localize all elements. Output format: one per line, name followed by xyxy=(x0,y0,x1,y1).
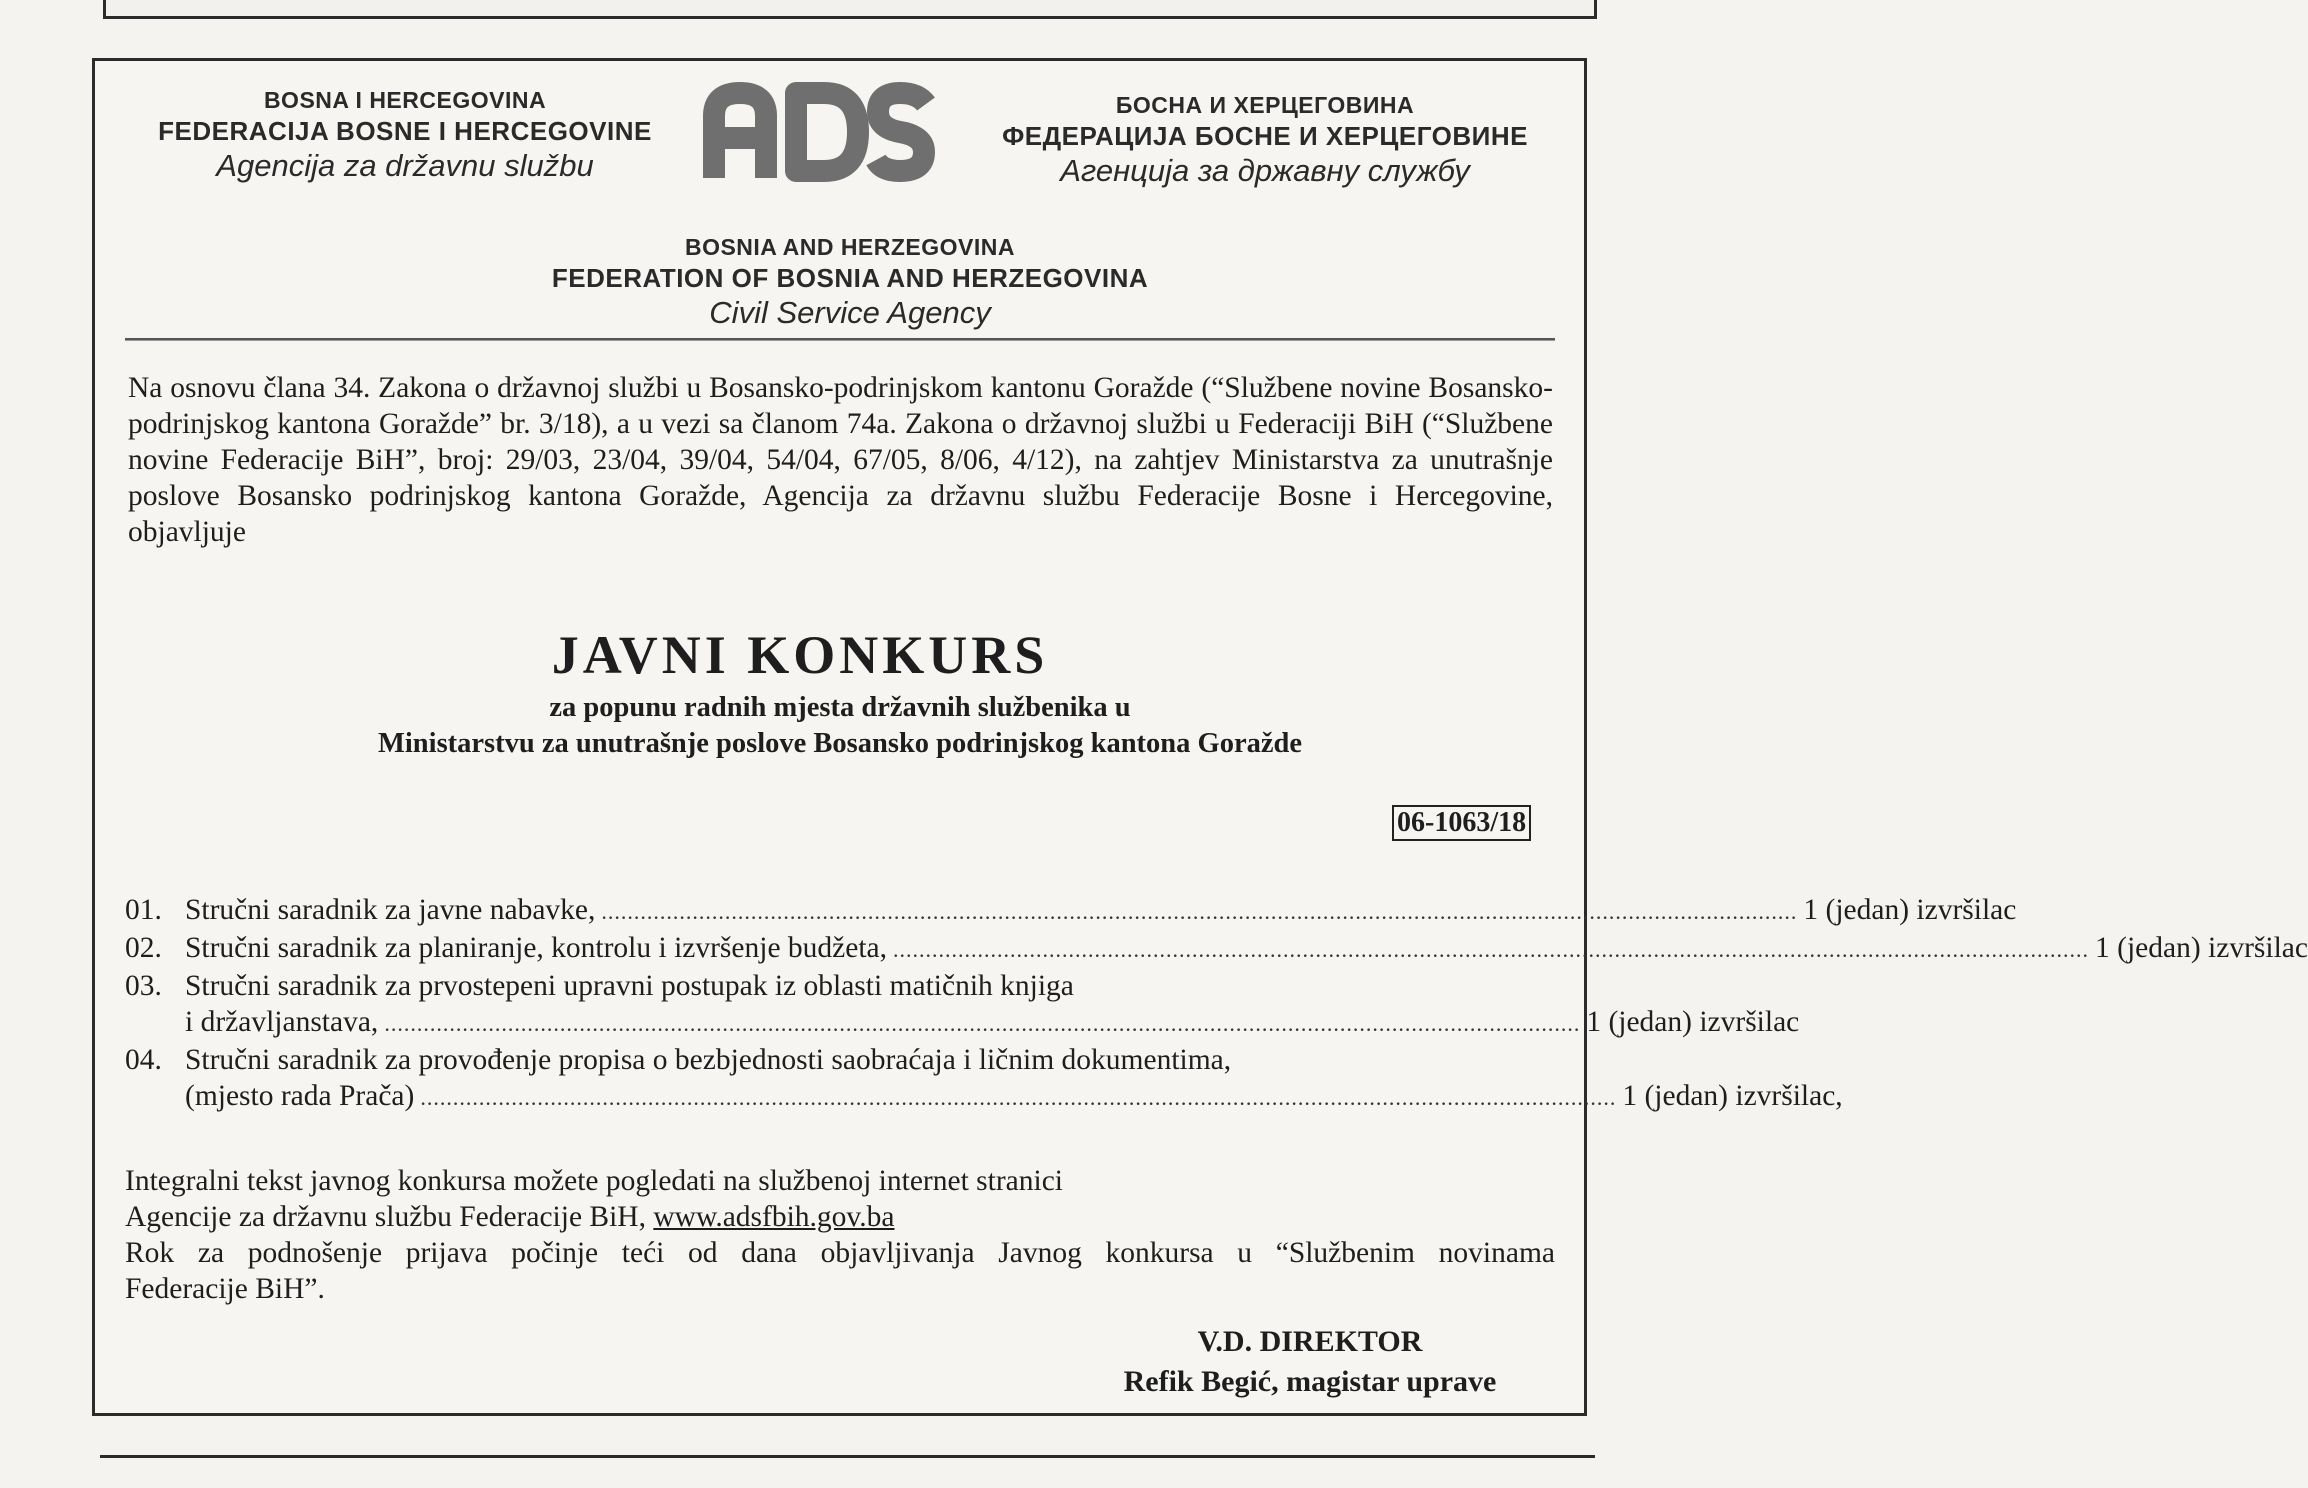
header-agency-cyrillic: Агенција за државну службу xyxy=(1060,153,1470,188)
header-english xyxy=(470,232,1230,332)
position-title: Stručni saradnik za javne nabavke, xyxy=(185,894,596,926)
list-item xyxy=(125,930,2308,968)
position-title-continued: (mjesto rada Prača) xyxy=(185,1080,415,1112)
position-count: 1 (jedan) izvršilac xyxy=(2095,932,2308,964)
notice-title: JAVNI KONKURS xyxy=(551,625,1049,685)
leader-dots: ........................................................................................................................................................................................ xyxy=(893,937,2090,962)
position-count: 1 (jedan) izvršilac xyxy=(1803,894,2017,926)
header-country-cyrillic: БОСНА И ХЕРЦЕГОВИНА xyxy=(1115,92,1415,118)
footer-line-2-prefix: Agencije za državnu službu Federacije BiH, xyxy=(125,1201,646,1233)
subtitle-line-2: Ministarstvu za unutrašnje poslove Bosansko podrinjskog kantona Goražde xyxy=(377,728,1302,759)
header-federation-english: FEDERATION OF BOSNIA AND HERZEGOVINA xyxy=(551,263,1149,293)
header-country: BOSNA I HERCEGOVINA xyxy=(263,87,547,113)
next-notice-border xyxy=(100,1455,1595,1488)
header-divider xyxy=(125,338,1555,341)
header-agency: Agencija za državnu službu xyxy=(216,148,594,183)
leader-dots: ........................................................................................................................................................................................ xyxy=(384,1011,1581,1036)
agency-website-link[interactable]: www.adsfbih.gov.ba xyxy=(653,1201,895,1233)
ads-logo xyxy=(700,82,940,182)
list-item xyxy=(125,892,2017,930)
footer-line-4: Federacije BiH”. xyxy=(125,1273,325,1305)
footer-text xyxy=(125,1163,1555,1307)
list-item xyxy=(125,968,1800,1042)
leader-dots: ........................................................................................................................................................................................ xyxy=(420,1085,1617,1110)
list-item xyxy=(125,1042,1843,1116)
previous-notice-border xyxy=(103,0,1597,19)
position-count: 1 (jedan) izvršilac xyxy=(1586,1006,1800,1038)
signature-role: V.D. DIREKTOR xyxy=(1197,1325,1423,1358)
position-count: 1 (jedan) izvršilac, xyxy=(1622,1080,1843,1112)
position-number: 04. xyxy=(125,1044,162,1076)
position-title: Stručni saradnik za provođenje propisa o bezbjednosti saobraćaja i ličnim dokumentima, xyxy=(185,1044,1232,1076)
leader-dots: ........................................................................................................................................................................................ xyxy=(601,899,1798,924)
positions-list xyxy=(125,892,2308,1116)
header-latin xyxy=(130,85,680,185)
header-federation: FEDERACIJA BOSNE I HERCEGOVINE xyxy=(158,116,652,146)
footer-line-2 xyxy=(125,1199,1555,1235)
notice-subtitle xyxy=(200,690,1480,762)
logo-text: ADS xyxy=(700,82,703,83)
reference-number-badge: 06-1063/18 xyxy=(1392,805,1531,841)
signature-name: Refik Begić, magistar uprave xyxy=(1123,1365,1497,1398)
position-title: Stručni saradnik za planiranje, kontrolu i izvršenje budžeta, xyxy=(185,932,888,964)
intro-paragraph: Na osnovu člana 34. Zakona o državnoj službi u Bosansko-podrinjskom kantonu Goražde (“Službene novine Bosansko-podrinjskog kantona Goražde” br. 3/18), a u vezi sa članom 74a. Zakona o državnoj službi u Federaciji BiH (“Službene novine Federacije BiH”, broj: 29/03, 23/04, 39/04, 54/04, 67/05, 8/06, 4/12), na zahtjev Ministarstva za unutrašnje poslove Bosansko podrinjskog kantona Goražde, Agencija za državnu službu Federacije Bosne i Hercegovine, objavljuje xyxy=(128,372,1553,548)
header-cyrillic xyxy=(980,90,1550,190)
header-agency-english: Civil Service Agency xyxy=(709,295,991,330)
position-title-continued: i državljanstava, xyxy=(185,1006,379,1038)
position-number: 02. xyxy=(125,932,162,964)
header-federation-cyrillic: ФЕДЕРАЦИЈА БОСНЕ И ХЕРЦЕГОВИНЕ xyxy=(1002,121,1528,151)
footer-line-3: Rok za podnošenje prijava počinje teći od dana objavljivanja Javnog konkursa u “Službenim novinama xyxy=(125,1237,1555,1269)
subtitle-line-1: za popunu radnih mjesta državnih službenika u xyxy=(549,692,1131,723)
header-country-english: BOSNIA AND HERZEGOVINA xyxy=(684,234,1016,260)
position-number: 03. xyxy=(125,970,162,1002)
position-number: 01. xyxy=(125,894,162,926)
footer-line-1: Integralni tekst javnog konkursa možete pogledati na službenoj internet stranici xyxy=(125,1165,1063,1197)
position-title: Stručni saradnik za prvostepeni upravni postupak iz oblasti matičnih knjiga xyxy=(185,970,1074,1002)
signature-block xyxy=(1100,1322,1520,1402)
